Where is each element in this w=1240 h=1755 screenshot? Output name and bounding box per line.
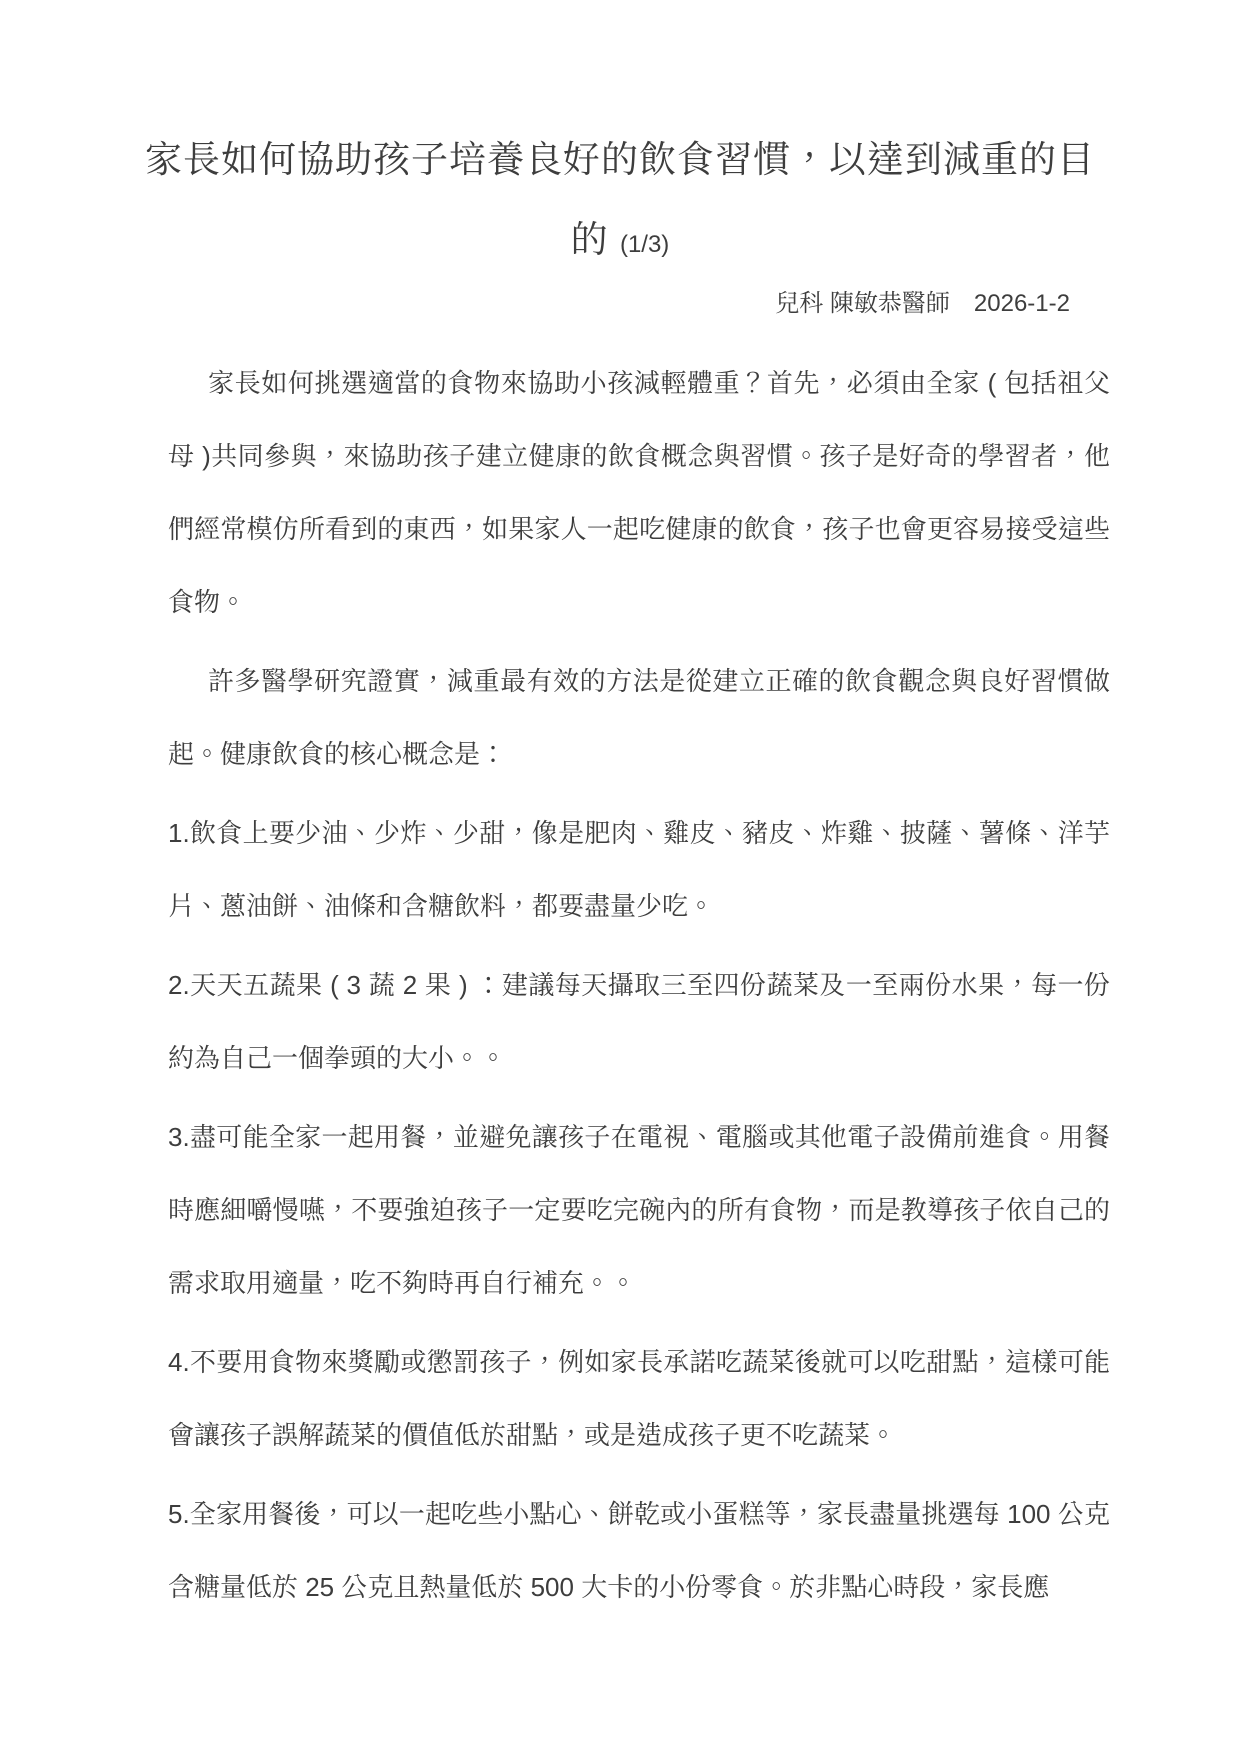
paragraph: 許多醫學研究證實，減重最有效的方法是從建立正確的飲食觀念與良好習慣做起。健康飲食的核心概念是： (168, 666, 1110, 769)
byline: 兒科 陳敏恭醫師 2026-1-2 (775, 290, 1070, 317)
document-body (168, 347, 1110, 1624)
paragraph: 1.飲食上要少油、少炸、少甜，像是肥肉、雞皮、豬皮、炸雞、披薩、薯條、洋芋片、蔥油餅、油條和含糖飲料，都要盡量少吃。 (168, 818, 1110, 921)
title-text: 家長如何協助孩子培養良好的飲食習慣，以達到減重的目的 (145, 139, 1095, 260)
paragraph: 2.天天五蔬果 ( 3 蔬 2 果 ) ：建議每天攝取三至四份蔬菜及一至兩份水果，每一份約為自己一個拳頭的大小。。 (168, 970, 1110, 1073)
paragraph: 5.全家用餐後，可以一起吃些小點心、餅乾或小蛋糕等，家長盡量挑選每 100 公克含糖量低於 25 公克且熱量低於 500 大卡的小份零食。於非點心時段，家長應 (168, 1499, 1110, 1602)
document-title (145, 120, 1095, 285)
paragraph: 3.盡可能全家一起用餐，並避免讓孩子在電視、電腦或其他電子設備前進食。用餐時應細嚼慢嚥，不要強迫孩子一定要吃完碗內的所有食物，而是教導孩子依自己的需求取用適量，吃不夠時再自行補充。。 (168, 1122, 1110, 1298)
paragraph: 4.不要用食物來獎勵或懲罰孩子，例如家長承諾吃蔬菜後就可以吃甜點，這樣可能會讓孩子誤解蔬菜的價值低於甜點，或是造成孩子更不吃蔬菜。 (168, 1347, 1110, 1450)
paragraph: 家長如何挑選適當的食物來協助小孩減輕體重？首先，必須由全家 ( 包括祖父母 )共同參與，來協助孩子建立健康的飲食概念與習慣。孩子是好奇的學習者，他們經常模仿所看到的東西，如果家人一起吃健康的飲食，孩子也會更容易接受這些食物。 (168, 368, 1110, 617)
page-indicator: (1/3) (619, 231, 670, 258)
